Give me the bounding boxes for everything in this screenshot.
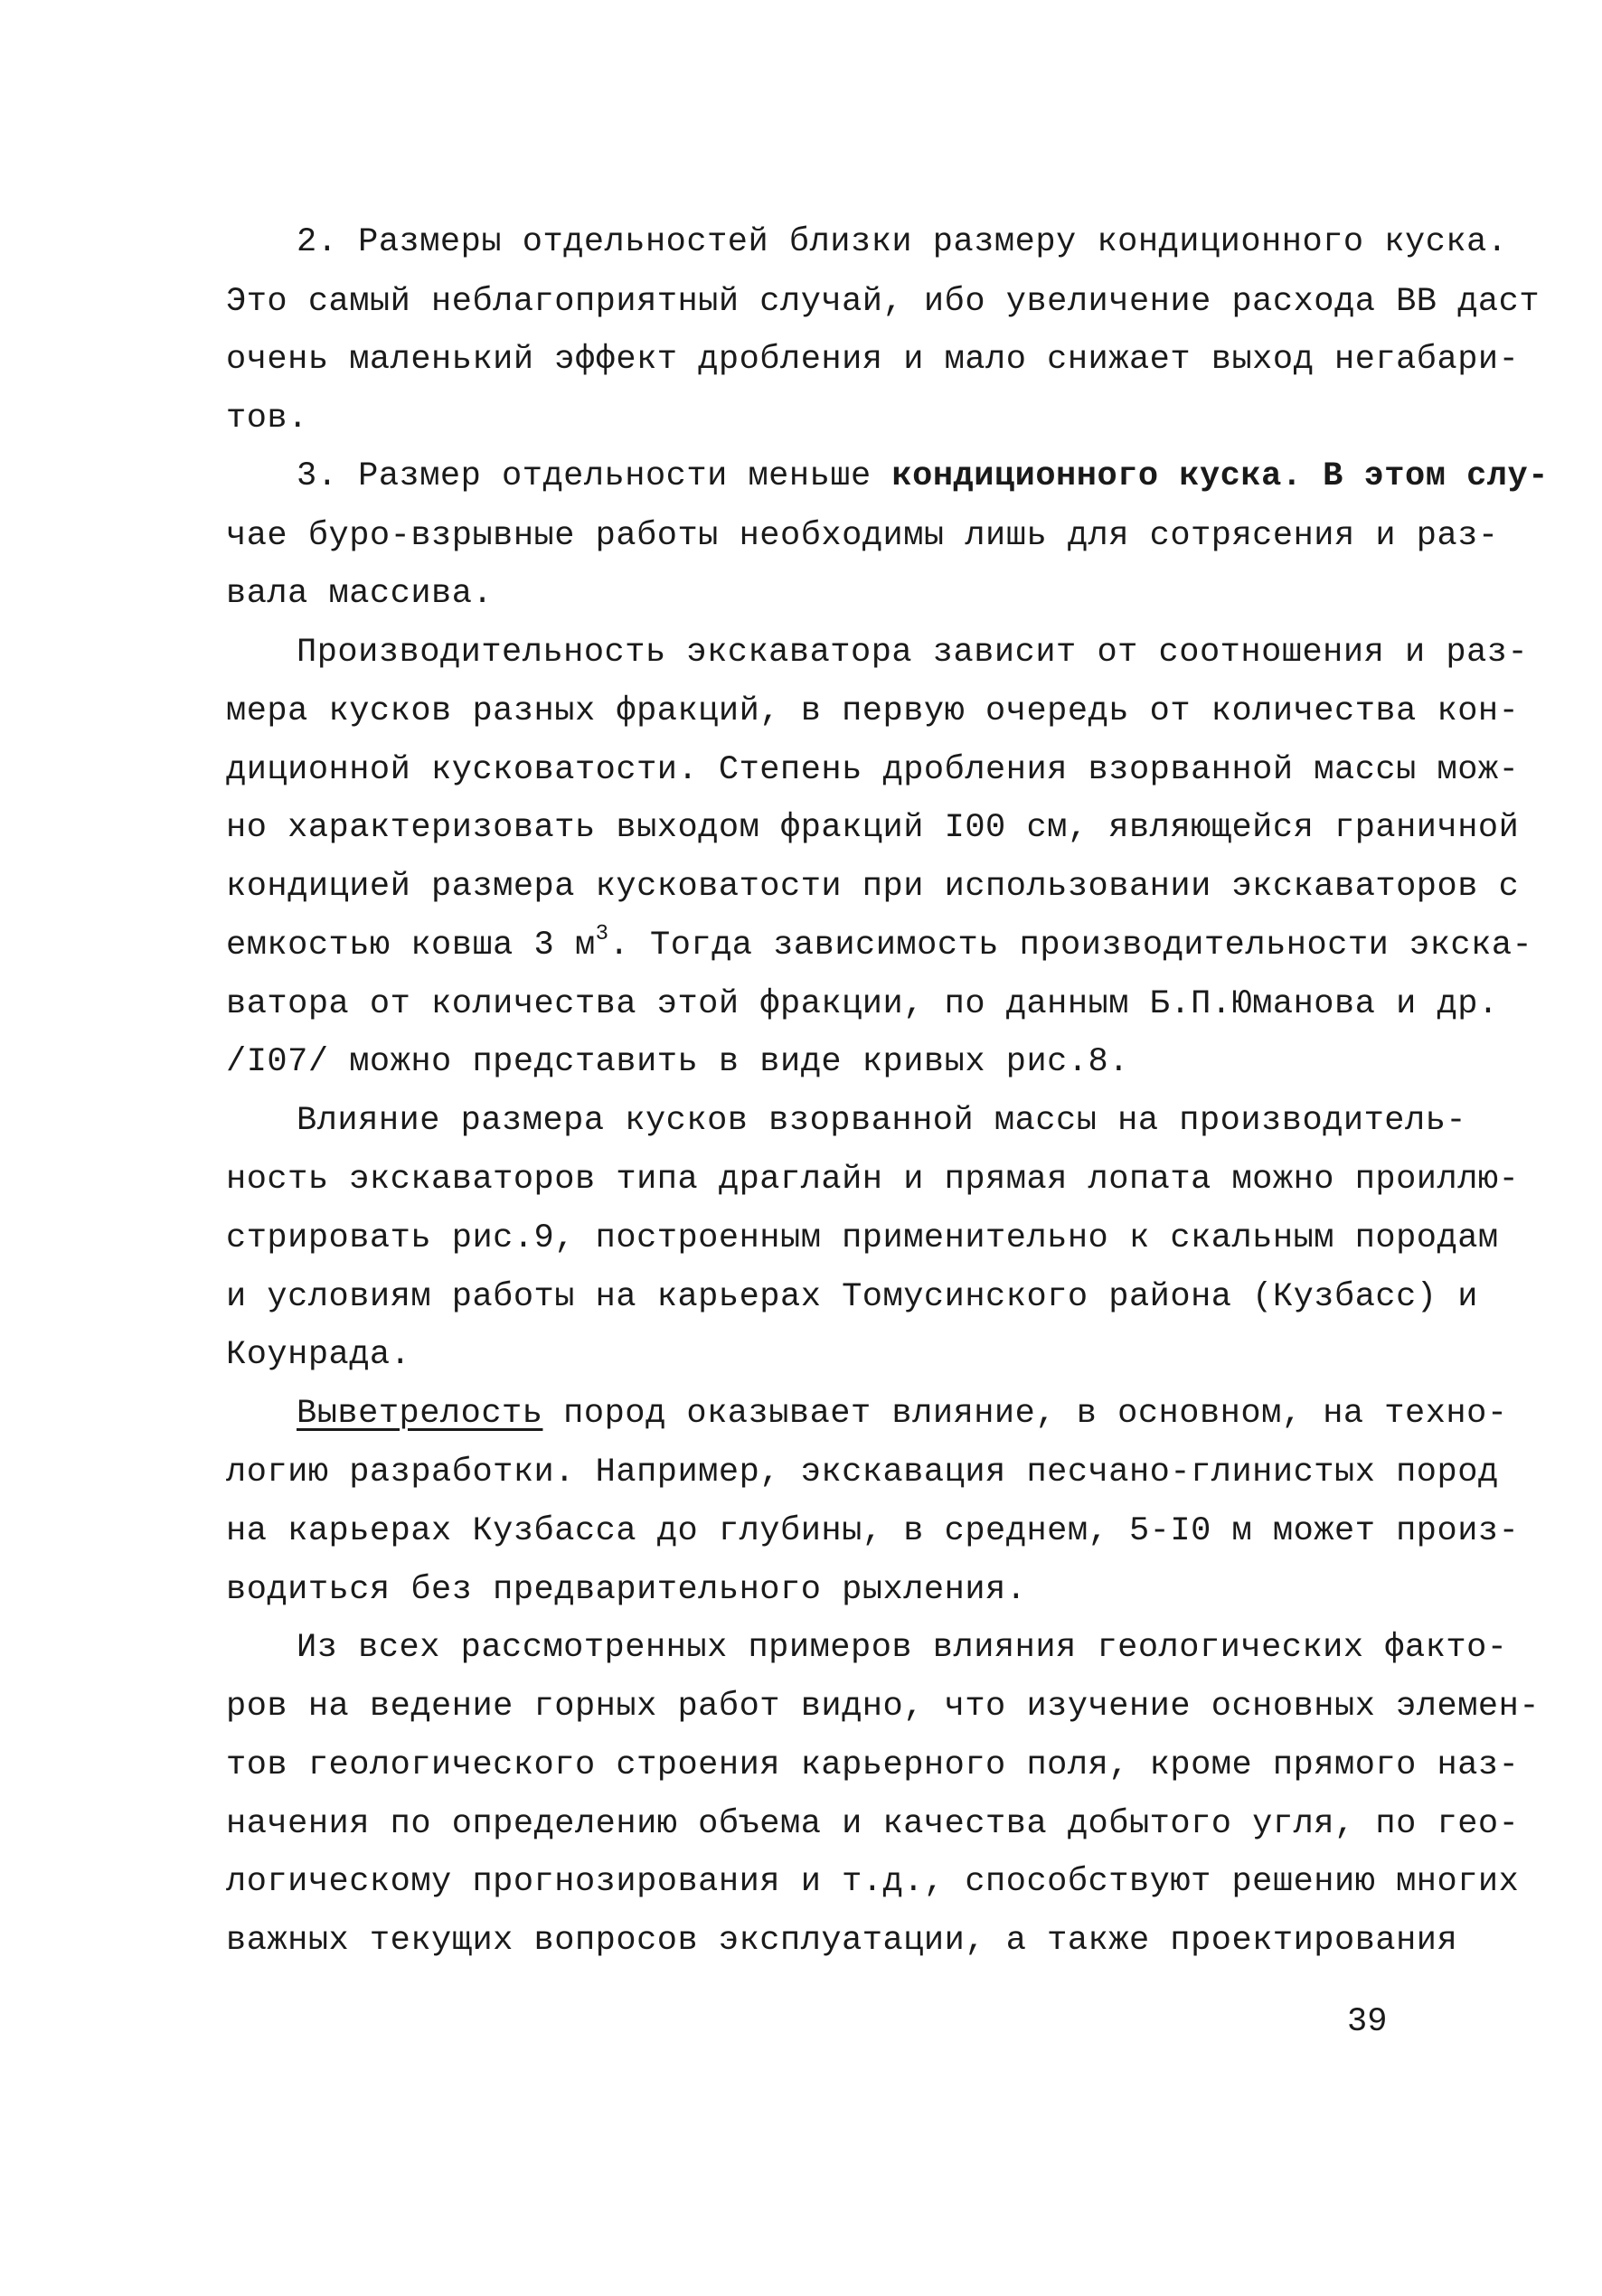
text-line: стрировать рис.9, построенным применительно к скальным породам (226, 1219, 1499, 1257)
text-span: . Тогда зависимость производительности экска- (608, 927, 1533, 965)
text-line: мера кусков разных фракций, в первую очередь от количества кон- (226, 692, 1520, 730)
text-line: диционной кусковатости. Степень дробления взорванной массы мож- (226, 751, 1520, 789)
text-line: Влияние размера кусков взорванной массы на производитель- (297, 1102, 1467, 1140)
text-span: 3. Размер отдельности меньше (297, 457, 892, 495)
text-line: логию разработки. Например, экскавация песчано-глинистых пород (226, 1454, 1499, 1491)
text-line: /I07/ можно представить в виде кривых рис.8. (226, 1043, 1129, 1081)
text-line (297, 454, 1549, 499)
text-line: Коунрада. (226, 1336, 411, 1374)
text-line: но характеризовать выходом фракций I00 см, являющейся граничной (226, 809, 1520, 847)
text-line: тов. (226, 400, 308, 438)
text-line: начения по определению объема и качества добытого угля, по гео- (226, 1805, 1520, 1843)
text-line (297, 1391, 1508, 1436)
text-line (226, 923, 1532, 968)
page-number: 39 (1347, 2003, 1388, 2041)
text-line: ватора от количества этой фракции, по данным Б.П.Юманова и др. (226, 985, 1499, 1023)
bold-text-span: кондиционного куска. В этом слу- (891, 457, 1549, 495)
text-line: 2. Размеры отдельностей близки размеру кондиционного куска. (297, 223, 1508, 261)
text-line: вала массива. (226, 575, 494, 613)
text-line: ность экскаваторов типа драглайн и прямая лопата можно проиллю- (226, 1161, 1520, 1199)
text-line: ров на ведение горных работ видно, что изучение основных элемен- (226, 1688, 1541, 1726)
text-line: чае буро-взрывные работы необходимы лишь для сотрясения и раз- (226, 517, 1499, 555)
text-line: очень маленький эффект дробления и мало снижает выход негабари- (226, 341, 1520, 379)
text-line: логическому прогнозирования и т.д., способствуют решению многих (226, 1863, 1520, 1901)
text-span: емкостью ковша 3 м (226, 927, 596, 965)
underlined-term: Выветрелость (297, 1395, 543, 1433)
text-line: важных текущих вопросов эксплуатации, а также проектирования (226, 1922, 1458, 1960)
superscript: 3 (595, 922, 609, 946)
text-line: водиться без предварительного рыхления. (226, 1571, 1027, 1609)
text-line: тов геологического строения карьерного поля, кроме прямого наз- (226, 1746, 1520, 1784)
text-line: на карьерах Кузбасса до глубины, в среднем, 5-I0 м может произ- (226, 1512, 1520, 1550)
text-line: и условиям работы на карьерах Томусинского района (Кузбасс) и (226, 1278, 1478, 1316)
text-line: Из всех рассмотренных примеров влияния геологических факто- (297, 1629, 1508, 1667)
text-line: кондицией размера кусковатости при использовании экскаваторов с (226, 868, 1520, 906)
text-span: пород оказывает влияние, в основном, на техно- (542, 1395, 1508, 1433)
text-line: Производительность экскаватора зависит от соотношения и раз- (297, 634, 1529, 672)
text-line: Это самый неблагоприятный случай, ибо увеличение расхода ВВ даст (226, 283, 1541, 321)
